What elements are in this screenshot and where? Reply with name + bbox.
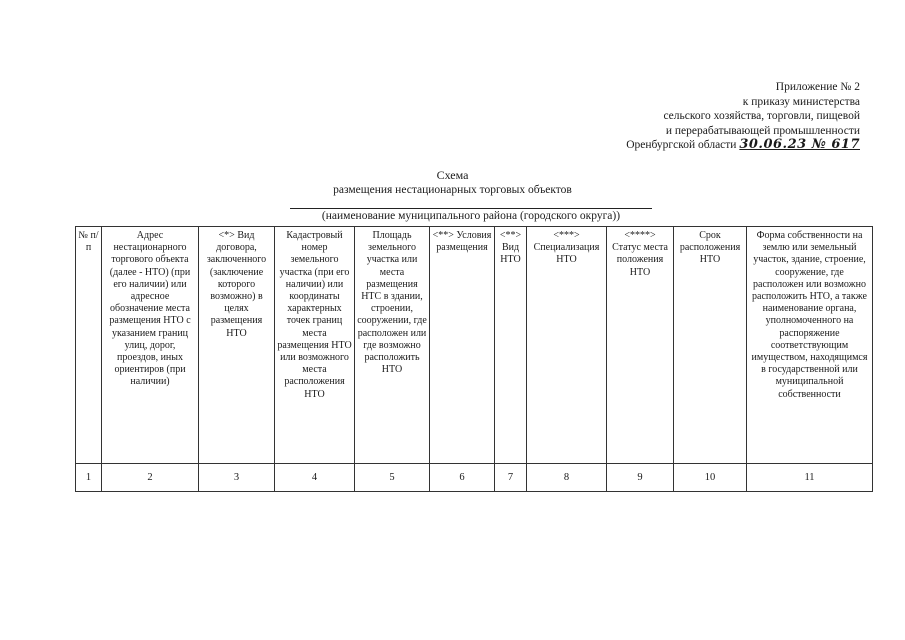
column-number: 8 bbox=[527, 464, 607, 492]
appendix-line-4: и перерабатывающей промышленности bbox=[665, 124, 860, 137]
appendix-block bbox=[530, 80, 860, 153]
column-number: 3 bbox=[199, 464, 275, 492]
column-number: 11 bbox=[747, 464, 873, 492]
column-number: 10 bbox=[674, 464, 747, 492]
table-row bbox=[76, 464, 873, 492]
column-header: <*> Вид договора, заключенного (заключение которого возможно) в целях размещения НТО bbox=[199, 227, 275, 464]
column-number: 9 bbox=[607, 464, 674, 492]
column-header: Форма собственности на землю или земельный участок, здание, строение, сооружение, где расположен или возможно расположить НТО, а также наименование органа, уполномоченного на распоряжение соответствующим имуществом, находящимся в государственной или муниципальной собственности bbox=[747, 227, 873, 464]
column-header: Кадастровый номер земельного участка (при его наличии) или координаты характерных точек границ места размещения НТО или возможного места расположения НТО bbox=[275, 227, 355, 464]
column-header: <****> Статус места положения НТО bbox=[607, 227, 674, 464]
document-subtitle: размещения нестационарных торговых объектов bbox=[333, 184, 572, 196]
district-label: (наименование муниципального района (городского округа)) bbox=[321, 210, 621, 222]
column-header: Срок расположения НТО bbox=[674, 227, 747, 464]
column-header: Адрес нестационарного торгового объекта (далее - НТО) (при его наличии) или адресное обозначение места размещения НТО с указанием границ улиц, дорог, проездов, иных ориентиров (при наличии) bbox=[102, 227, 199, 464]
placement-scheme-table bbox=[75, 226, 873, 492]
column-header: <**> Вид НТО bbox=[495, 227, 527, 464]
column-header: <**> Условия размещения bbox=[430, 227, 495, 464]
column-header: Площадь земельного участка или места размещения НТС в здании, строении, сооружении, где расположен или где возможно расположить НТО bbox=[355, 227, 430, 464]
appendix-line-3: сельского хозяйства, торговли, пищевой bbox=[663, 110, 860, 122]
appendix-line-2: к приказу министерства bbox=[742, 95, 860, 108]
appendix-line-5 bbox=[530, 138, 860, 153]
column-number: 4 bbox=[275, 464, 355, 492]
column-number: 6 bbox=[430, 464, 495, 492]
column-number: 7 bbox=[495, 464, 527, 492]
column-header: <***> Специализация НТО bbox=[527, 227, 607, 464]
appendix-region: Оренбургской области bbox=[626, 139, 737, 151]
order-date-number: 30.06.23 № 617 bbox=[739, 137, 860, 152]
column-number: 5 bbox=[355, 464, 430, 492]
column-header: № п/п bbox=[76, 227, 102, 464]
document-title: Схема bbox=[436, 168, 469, 182]
appendix-title: Приложение № 2 bbox=[775, 81, 860, 93]
column-number: 1 bbox=[76, 464, 102, 492]
table-header-row bbox=[76, 227, 873, 464]
column-number: 2 bbox=[102, 464, 199, 492]
